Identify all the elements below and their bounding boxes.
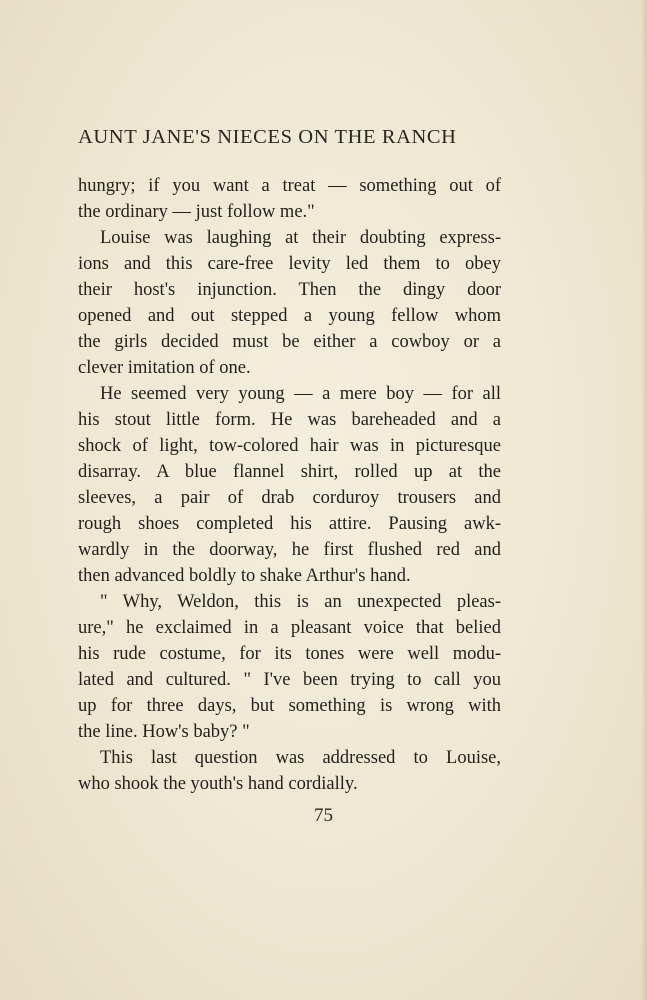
text-line: This last question was addressed to Louise,: [100, 748, 501, 768]
page-number: 75: [314, 805, 333, 826]
text-line: shock of light, tow-colored hair was in picturesque: [78, 436, 501, 456]
text-line: ions and this care-free levity led them to obey: [78, 254, 501, 274]
text-line: clever imitation of one.: [78, 358, 251, 378]
running-head: AUNT JANE'S NIECES ON THE RANCH: [78, 126, 457, 148]
page-edge-shadow: [641, 0, 647, 1000]
text-line: lated and cultured. " I've been trying to call you: [78, 670, 501, 690]
text-line: Louise was laughing at their doubting express-: [100, 228, 501, 248]
text-line: sleeves, a pair of drab corduroy trousers and: [78, 488, 501, 508]
text-line: the girls decided must be either a cowboy or a: [78, 332, 501, 352]
text-line: who shook the youth's hand cordially.: [78, 774, 358, 794]
text-line: then advanced boldly to shake Arthur's hand.: [78, 566, 411, 586]
text-line: rough shoes completed his attire. Pausing awk-: [78, 514, 501, 534]
text-line: " Why, Weldon, this is an unexpected pleas-: [100, 592, 501, 612]
text-line: hungry; if you want a treat — something out of: [78, 176, 501, 196]
text-line: disarray. A blue flannel shirt, rolled up at the: [78, 462, 501, 482]
text-line: the ordinary — just follow me.": [78, 202, 315, 222]
text-line: ure," he exclaimed in a pleasant voice that belied: [78, 618, 501, 638]
text-line: wardly in the doorway, he first flushed red and: [78, 540, 501, 560]
text-line: the line. How's baby? ": [78, 722, 250, 742]
body-text: [78, 173, 501, 797]
text-line: his stout little form. He was bareheaded and a: [78, 410, 501, 430]
text-line: opened and out stepped a young fellow whom: [78, 306, 501, 326]
text-line: his rude costume, for its tones were well modu-: [78, 644, 501, 664]
text-line: their host's injunction. Then the dingy door: [78, 280, 501, 300]
text-line: up for three days, but something is wrong with: [78, 696, 501, 716]
text-line: He seemed very young — a mere boy — for all: [100, 384, 501, 404]
